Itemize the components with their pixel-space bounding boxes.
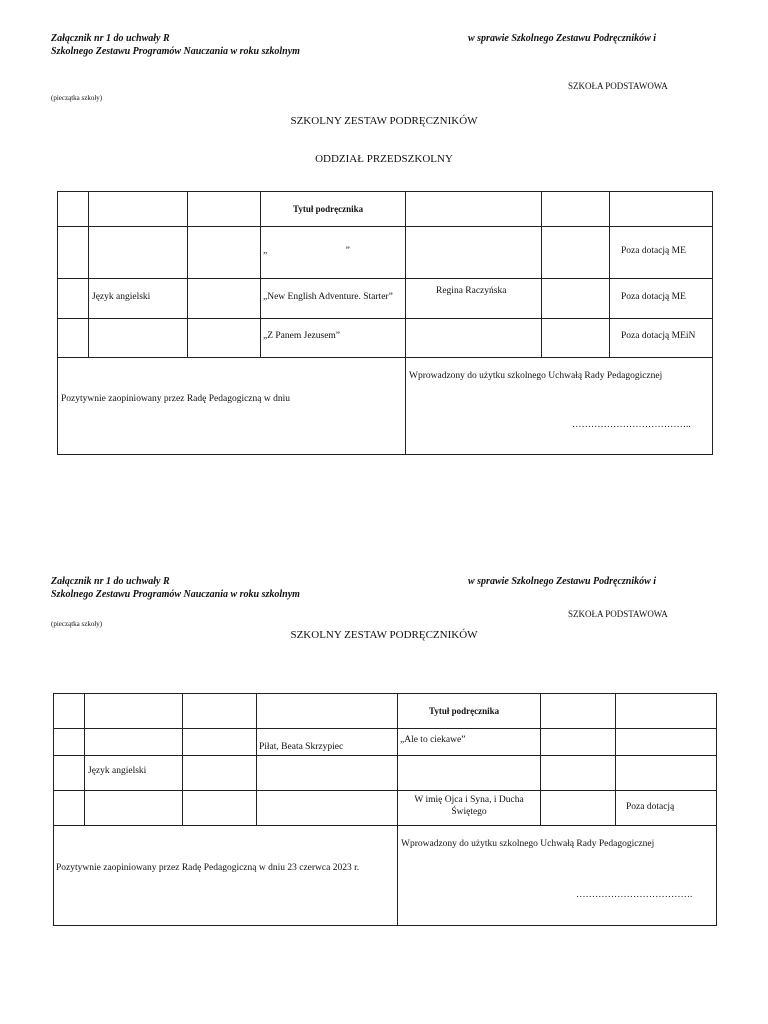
table-header-title [397,693,541,729]
table-cell [57,226,89,279]
row2-note: Poza dotacją ME [621,292,686,302]
table-cell [615,728,717,756]
row1-title: „Ale to ciekawe” [400,735,466,745]
doc1-school-name: SZKOŁA PODSTAWOWA [568,81,668,91]
table-cell [405,226,542,279]
doc1-header-left-2: Szkolnego Zestawu Programów Nauczania w roku szkolnym [51,46,300,57]
table-footer-right [397,825,717,926]
table-cell [187,318,261,358]
table-cell [615,693,717,729]
table-header-title-label: Tytuł podręcznika [293,204,364,214]
table-cell [256,728,398,756]
table-cell [88,318,188,358]
table-cell [187,278,261,319]
table-cell [397,755,541,791]
table-cell [256,755,398,791]
table-cell [187,226,261,279]
table-cell [405,191,542,227]
table-cell [53,755,85,791]
table-cell [256,790,398,826]
table-cell [609,226,713,279]
table-cell [609,191,713,227]
table-cell [88,191,188,227]
row3-note: Poza dotacją [626,802,675,812]
table-cell [84,693,183,729]
row3-title-line-1: W imię Ojca i Syna, i Ducha [414,795,524,805]
row2-subject: Język angielski [88,766,147,776]
row3-title: „Z Panem Jezusem” [263,331,341,341]
footer-introduced-text: Wprowadzony do użytku szkolnego Uchwałą Rady Pedagogicznej [401,839,655,849]
doc1-stamp-label: (pieczątka szkoły) [51,94,103,102]
table-cell [84,728,183,756]
row2-title: „New English Adventure. Starter” [263,292,393,302]
doc1-header-right-1: w sprawie Szkolnego Zestawu Podręczników i [468,33,657,44]
table-cell [615,755,717,791]
row1-title: „ ” [263,246,350,256]
table-cell [541,191,610,227]
table-cell [541,318,610,358]
table-cell [541,278,610,319]
table-cell [182,790,257,826]
table-cell [182,728,257,756]
table-cell [405,318,542,358]
doc1-header-left-1: Załącznik nr 1 do uchwały R [51,33,170,44]
table-cell [57,191,89,227]
doc2-header-left-1: Załącznik nr 1 do uchwały R [51,576,170,587]
table-cell [57,278,89,319]
table-cell [397,728,541,756]
row2-subject: Język angielski [92,292,151,302]
footer-approval-text: Pozytywnie zaopiniowany przez Radę Pedagogiczną w dniu [61,394,290,404]
table-cell [260,278,406,319]
doc2-header-left-2: Szkolnego Zestawu Programów Nauczania w roku szkolnym [51,589,300,600]
signature-dots: ………………………………. [576,890,693,900]
table-cell [615,790,717,826]
table-cell [53,728,85,756]
signature-dots: ……………………………….. [572,420,691,430]
table-cell [57,318,89,358]
doc2-stamp-label: (pieczątka szkoły) [51,620,103,628]
table-cell [182,755,257,791]
row3-title-line-2: Świętego [451,807,487,817]
table-cell [84,755,183,791]
table-cell [609,278,713,319]
table-header-title [260,191,406,227]
row3-note: Poza dotacją MEiN [621,331,696,341]
table-cell [84,790,183,826]
table-footer-left [57,357,406,455]
table-cell [88,226,188,279]
table-cell [187,191,261,227]
table-cell [405,278,542,319]
doc2-header-right-1: w sprawie Szkolnego Zestawu Podręczników i [468,576,657,587]
table-cell [53,790,85,826]
footer-approval-text: Pozytywnie zaopiniowany przez Radę Pedagogiczną w dniu 23 czerwca 2023 r. [56,863,360,873]
table-cell [609,318,713,358]
table-cell [540,755,616,791]
table-cell [53,693,85,729]
table-footer-left [53,825,398,926]
table-cell [397,790,541,826]
table-header-title-label: Tytuł podręcznika [429,706,500,716]
table-cell [540,693,616,729]
footer-introduced-text: Wprowadzony do użytku szkolnego Uchwałą Rady Pedagogicznej [409,371,663,381]
doc2-school-name: SZKOŁA PODSTAWOWA [568,609,668,619]
row2-author: Regina Raczyńska [436,286,507,296]
table-cell [260,318,406,358]
table-cell [88,278,188,319]
table-cell [256,693,398,729]
table-cell [260,226,406,279]
row1-note: Poza dotacją ME [621,246,686,256]
table-cell [540,790,616,826]
table-cell [540,728,616,756]
doc1-subtitle: ODDZIAŁ PRZEDSZKOLNY [315,153,453,165]
table-cell [182,693,257,729]
table-footer-right [405,357,713,455]
doc1-title: SZKOLNY ZESTAW PODRĘCZNIKÓW [290,115,478,127]
row1-author: Piłat, Beata Skrzypiec [259,742,344,752]
table-cell [541,226,610,279]
doc2-title: SZKOLNY ZESTAW PODRĘCZNIKÓW [290,629,478,641]
